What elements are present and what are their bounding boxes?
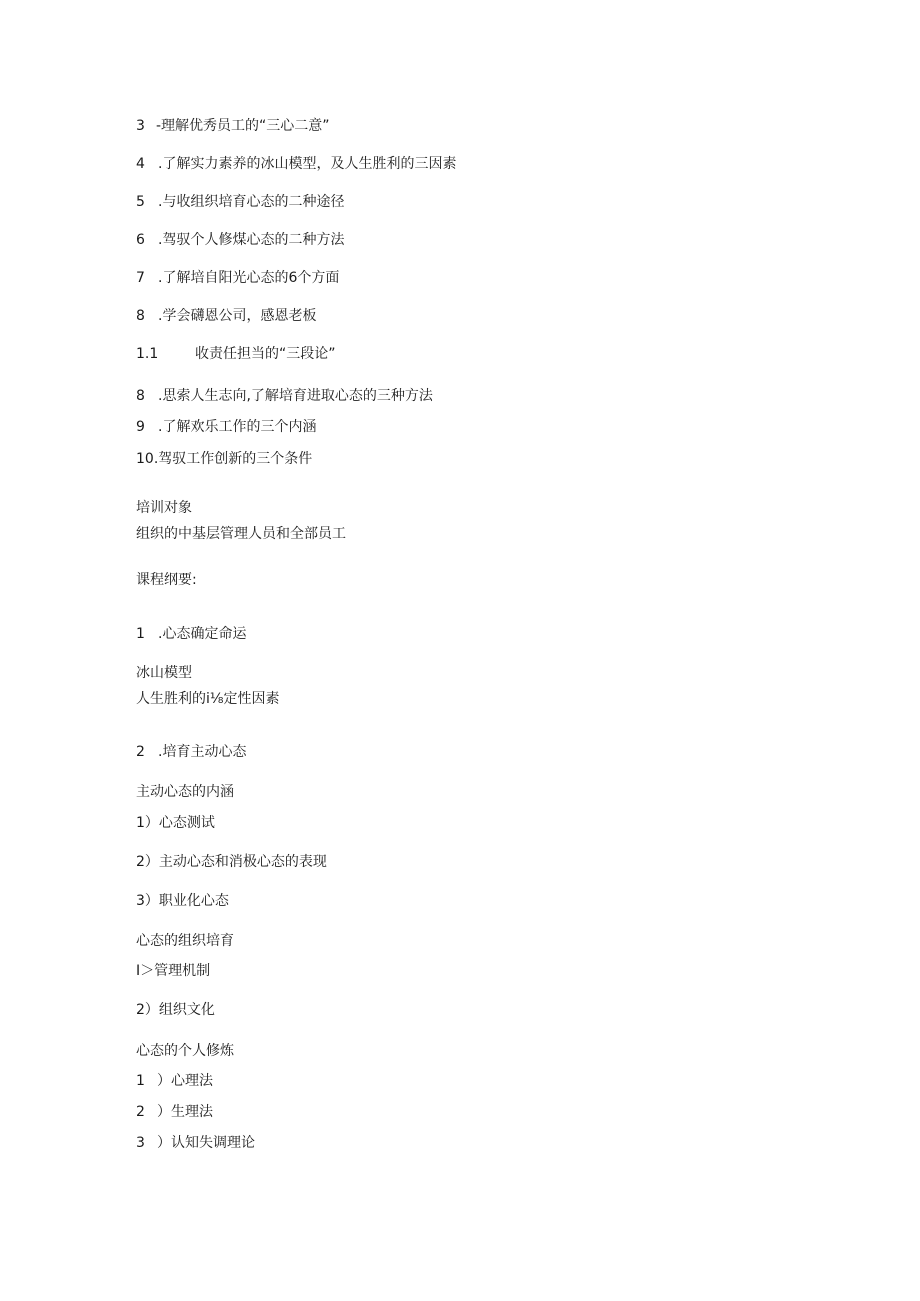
item-text: -理解优秀员工的“三心二意” [156, 118, 330, 134]
objective-item [136, 193, 344, 211]
item-text: .了解实力素养的冰山模型，及人生胜利的三因素 [158, 156, 457, 172]
item-text: .与收组织培育心态的二种途径 [158, 194, 345, 210]
item-text: 收责任担当的“三段论” [195, 346, 336, 362]
section-number: 2 [136, 744, 145, 760]
objective-item [136, 269, 339, 287]
objective-item [136, 231, 344, 249]
outline-item [136, 1103, 213, 1121]
outline-section-title [136, 625, 246, 643]
item-number: 6 [136, 232, 145, 248]
item-text: ）心理法 [157, 1073, 213, 1089]
item-number: 3 [136, 1135, 145, 1151]
item-text: .思索人生志向,了解培育进取心态的三种方法 [158, 388, 433, 404]
subsection-heading: 心态的组织培育 [136, 933, 234, 949]
objective-item [136, 345, 336, 363]
subsection-heading: 主动心态的内涵 [136, 784, 234, 800]
objective-item [136, 387, 433, 405]
outline-section-title [136, 743, 246, 761]
objective-item [136, 117, 330, 135]
item-number: 8 [136, 388, 145, 404]
audience-text: 组织的中基层管理人员和全部员工 [136, 526, 346, 542]
item-text: .了解培自阳光心态的6个方面 [158, 270, 340, 286]
item-number: 5 [136, 194, 145, 210]
objective-item [136, 450, 312, 468]
item-text: .驾驭个人修煤心态的二种方法 [158, 232, 345, 248]
item-number: 3 [136, 118, 145, 134]
item-number: 7 [136, 270, 145, 286]
section-heading: 课程纲要: [136, 572, 197, 588]
outline-item: 冰山模型 [136, 665, 192, 681]
item-number: 1 [136, 1073, 145, 1089]
outline-item [136, 1134, 255, 1152]
item-text: ）生理法 [157, 1104, 213, 1120]
section-title: .培育主动心态 [158, 744, 247, 760]
objective-item [136, 307, 316, 325]
item-number: 8 [136, 308, 145, 324]
outline-item [136, 1072, 213, 1090]
item-number: 2 [136, 1104, 145, 1120]
objective-item [136, 418, 316, 436]
outline-item: 1）心态测试 [136, 815, 215, 831]
section-number: 1 [136, 626, 145, 642]
item-text: ）认知失调理论 [157, 1135, 255, 1151]
outline-item: 人生胜利的i⅛定性因素 [136, 691, 280, 707]
item-text: .学会礴恩公司，感恩老板 [158, 308, 317, 324]
item-number: 9 [136, 419, 145, 435]
item-number: 1.1 [136, 346, 159, 362]
section-title: .心态确定命运 [158, 626, 247, 642]
item-number: 4 [136, 156, 145, 172]
outline-item: I＞管理机制 [136, 963, 211, 979]
outline-item: 3）职业化心态 [136, 893, 229, 909]
section-heading: 培训对象 [136, 500, 192, 516]
outline-item: 2）主动心态和消极心态的表现 [136, 854, 327, 870]
objective-item [136, 155, 456, 173]
item-text: 10.驾驭工作创新的三个条件 [136, 451, 313, 467]
item-text: .了解欢乐工作的三个内涵 [158, 419, 317, 435]
subsection-heading: 心态的个人修炼 [136, 1043, 234, 1059]
outline-item: 2）组织文化 [136, 1002, 215, 1018]
